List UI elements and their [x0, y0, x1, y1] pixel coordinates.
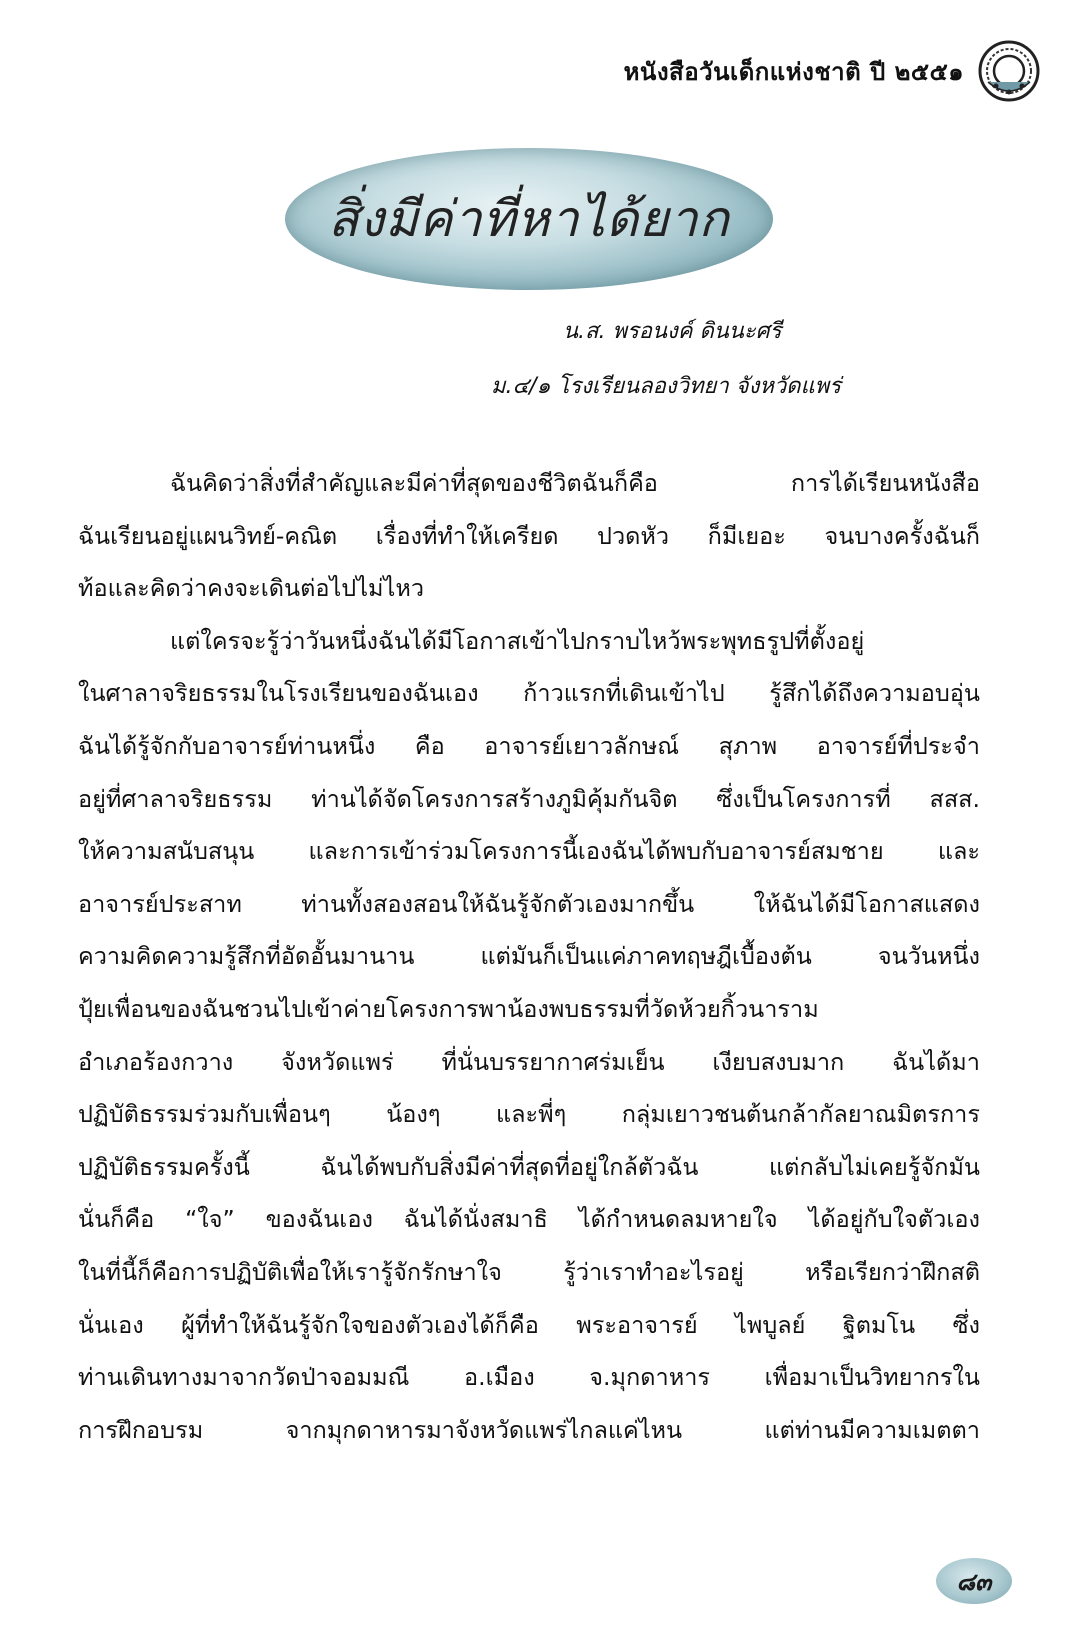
body-line: อำเภอร้องกวาง จังหวัดแพร่ ที่นั่นบรรยากาศร่มเย็น เงียบสงบมาก ฉันได้มา	[78, 1047, 980, 1076]
body-line: ความคิดความรู้สึกที่อัดอั้นมานาน แต่มันก็เป็นแค่ภาคทฤษฎีเบื้องต้น จนวันหนึ่ง	[78, 942, 980, 971]
body-line: การฝึกอบรม จากมุกดาหารมาจังหวัดแพร่ไกลแค่ไหน แต่ท่านมีความเมตตา	[78, 1415, 980, 1444]
body-line: ปุ้ยเพื่อนของฉันชวนไปเข้าค่ายโครงการพาน้องพบธรรมที่วัดห้วยกิ้วนาราม	[78, 994, 819, 1023]
running-header: หนังสือวันเด็กแห่งชาติ ปี ๒๕๕๑	[623, 58, 964, 86]
body-line: ฉันได้รู้จักกับอาจารย์ท่านหนึ่ง คือ อาจารย์เยาวลักษณ์ สุภาพ อาจารย์ที่ประจำ	[78, 731, 980, 760]
article-body	[78, 457, 980, 1456]
body-line: ในศาลาจริยธรรมในโรงเรียนของฉันเอง ก้าวแรกที่เดินเข้าไป รู้สึกได้ถึงความอบอุ่น	[78, 679, 980, 708]
body-line: อาจารย์ประสาท ท่านทั้งสองสอนให้ฉันรู้จักตัวเองมากขึ้น ให้ฉันได้มีโอกาสแสดง	[78, 889, 980, 918]
body-line: ท้อและคิดว่าคงจะเดินต่อไปไม่ไหว	[78, 574, 425, 603]
body-line: ให้ความสนับสนุน และการเข้าร่วมโครงการนี้เองฉันได้พบกับอาจารย์สมชาย และ	[78, 837, 980, 866]
body-line: ปฏิบัติธรรมครั้งนี้ ฉันได้พบกับสิ่งมีค่าที่สุดที่อยู่ใกล้ตัวฉัน แต่กลับไม่เคยรู้จักมัน	[78, 1152, 980, 1181]
page-number: ๘๓	[956, 1567, 992, 1596]
author-name: น.ส. พรอนงค์ ดินนะศรี	[563, 319, 782, 344]
body-line: แต่ใครจะรู้ว่าวันหนึ่งฉันได้มีโอกาสเข้าไปกราบไหว้พระพุทธรูปที่ตั้งอยู่	[170, 626, 865, 655]
ornament-emblem-icon	[976, 38, 1042, 104]
body-line: ในที่นี้ก็คือการปฏิบัติเพื่อให้เรารู้จักรักษาใจ รู้ว่าเราทำอะไรอยู่ หรือเรียกว่าฝึกสติ	[78, 1257, 980, 1286]
body-line: นั่นก็คือ “ใจ” ของฉันเอง ฉันได้นั่งสมาธิ ได้กำหนดลมหายใจ ได้อยู่กับใจตัวเอง	[78, 1205, 980, 1234]
body-line: อยู่ที่ศาลาจริยธรรม ท่านได้จัดโครงการสร้างภูมิคุ้มกันจิต ซึ่งเป็นโครงการที่ สสส.	[78, 784, 980, 813]
body-line: นั่นเอง ผู้ที่ทำให้ฉันรู้จักใจของตัวเองได้ก็คือ พระอาจารย์ ไพบูลย์ ฐิตมโน ซึ่ง	[78, 1310, 980, 1339]
article-title: สิ่งมีค่าที่หาได้ยาก	[328, 189, 730, 248]
body-line: ฉันเรียนอยู่แผนวิทย์-คณิต เรื่องที่ทำให้เครียด ปวดหัว ก็มีเยอะ จนบางครั้งฉันก็	[78, 521, 980, 550]
body-line: ฉันคิดว่าสิ่งที่สำคัญและมีค่าที่สุดของชีวิตฉันก็คือ การได้เรียนหนังสือ	[170, 469, 980, 497]
author-school: ม.๔/๑ โรงเรียนลองวิทยา จังหวัดแพร่	[491, 374, 841, 399]
body-line: ปฏิบัติธรรมร่วมกับเพื่อนๆ น้องๆ และพี่ๆ กลุ่มเยาวชนต้นกล้ากัลยาณมิตรการ	[78, 1100, 980, 1129]
body-line: ท่านเดินทางมาจากวัดป่าจอมมณี อ.เมือง จ.มุกดาหาร เพื่อมาเป็นวิทยากรใน	[78, 1363, 980, 1392]
